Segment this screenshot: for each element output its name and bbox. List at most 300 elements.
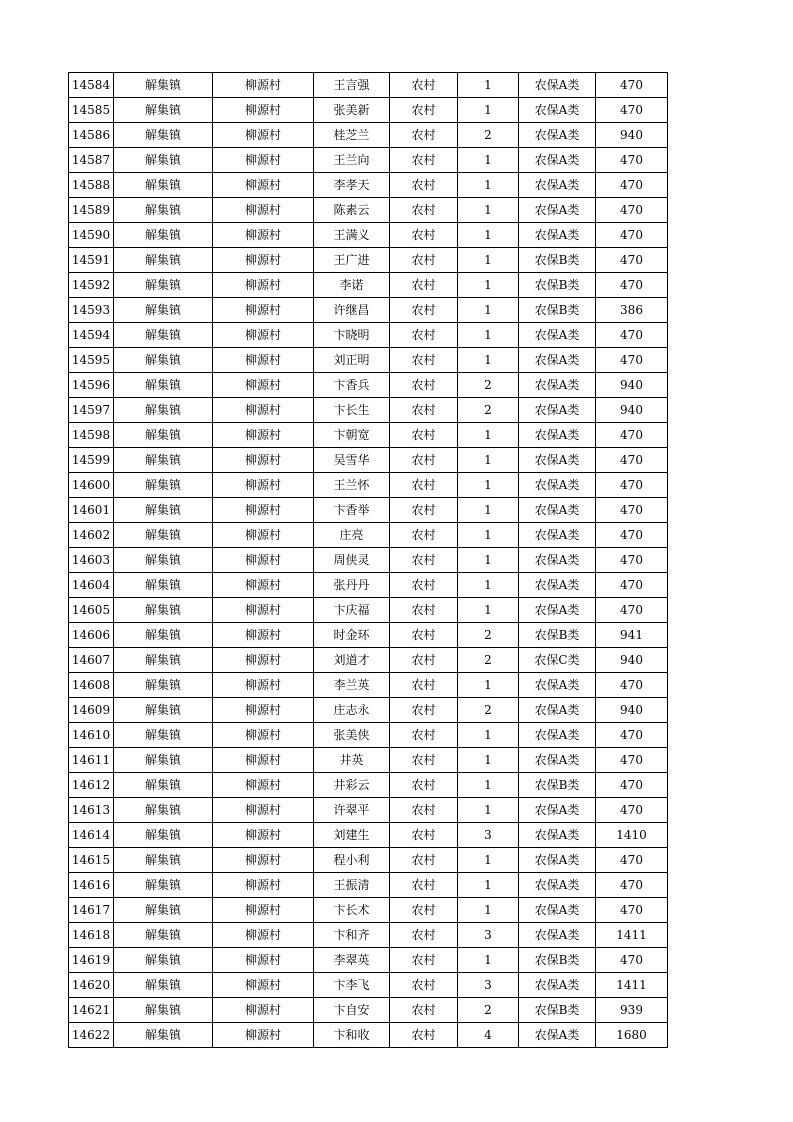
village-cell: 柳源村 [213,148,314,173]
count-cell: 2 [458,123,519,148]
village-cell: 柳源村 [213,998,314,1023]
id-cell: 14605 [69,598,114,623]
table-row [69,198,668,223]
town-cell: 解集镇 [114,648,213,673]
town-cell: 解集镇 [114,848,213,873]
area-cell: 农村 [390,198,458,223]
id-cell: 14585 [69,98,114,123]
name-cell: 许翠平 [314,798,390,823]
town-cell: 解集镇 [114,373,213,398]
name-cell: 刘建生 [314,823,390,848]
table-row [69,923,668,948]
id-cell: 14620 [69,973,114,998]
table-row [69,273,668,298]
town-cell: 解集镇 [114,523,213,548]
village-cell: 柳源村 [213,598,314,623]
count-cell: 1 [458,173,519,198]
category-cell: 农保B类 [519,998,596,1023]
area-cell: 农村 [390,273,458,298]
amount-cell: 940 [596,123,668,148]
category-cell: 农保A类 [519,448,596,473]
name-cell: 刘道才 [314,648,390,673]
table-row [69,173,668,198]
table-row [69,873,668,898]
amount-cell: 470 [596,148,668,173]
town-cell: 解集镇 [114,1023,213,1048]
count-cell: 1 [458,323,519,348]
area-cell: 农村 [390,823,458,848]
table-row [69,998,668,1023]
amount-cell: 939 [596,998,668,1023]
id-cell: 14587 [69,148,114,173]
town-cell: 解集镇 [114,673,213,698]
count-cell: 2 [458,998,519,1023]
table-row [69,573,668,598]
category-cell: 农保A类 [519,823,596,848]
id-cell: 14584 [69,73,114,98]
table-row [69,448,668,473]
name-cell: 刘正明 [314,348,390,373]
table-row [69,798,668,823]
name-cell: 庄志永 [314,698,390,723]
table-row [69,548,668,573]
count-cell: 1 [458,273,519,298]
area-cell: 农村 [390,648,458,673]
town-cell: 解集镇 [114,273,213,298]
name-cell: 王振清 [314,873,390,898]
name-cell: 程小利 [314,848,390,873]
name-cell: 卞朝宽 [314,423,390,448]
name-cell: 时金环 [314,623,390,648]
amount-cell: 940 [596,373,668,398]
name-cell: 李兰英 [314,673,390,698]
amount-cell: 940 [596,648,668,673]
table-row [69,848,668,873]
count-cell: 1 [458,148,519,173]
category-cell: 农保A类 [519,873,596,898]
amount-cell: 470 [596,598,668,623]
amount-cell: 470 [596,98,668,123]
id-cell: 14600 [69,473,114,498]
village-cell: 柳源村 [213,523,314,548]
village-cell: 柳源村 [213,448,314,473]
count-cell: 1 [458,473,519,498]
area-cell: 农村 [390,923,458,948]
name-cell: 王满义 [314,223,390,248]
name-cell: 张美新 [314,98,390,123]
table-row [69,748,668,773]
name-cell: 卞李飞 [314,973,390,998]
village-cell: 柳源村 [213,948,314,973]
town-cell: 解集镇 [114,98,213,123]
town-cell: 解集镇 [114,423,213,448]
count-cell: 4 [458,1023,519,1048]
id-cell: 14609 [69,698,114,723]
category-cell: 农保A类 [519,923,596,948]
id-cell: 14591 [69,248,114,273]
amount-cell: 470 [596,898,668,923]
area-cell: 农村 [390,123,458,148]
area-cell: 农村 [390,748,458,773]
area-cell: 农村 [390,848,458,873]
area-cell: 农村 [390,873,458,898]
name-cell: 张美侠 [314,723,390,748]
table-row [69,773,668,798]
village-cell: 柳源村 [213,273,314,298]
table-row [69,623,668,648]
town-cell: 解集镇 [114,723,213,748]
village-cell: 柳源村 [213,848,314,873]
records-table [68,72,668,1048]
area-cell: 农村 [390,348,458,373]
category-cell: 农保A类 [519,173,596,198]
village-cell: 柳源村 [213,323,314,348]
village-cell: 柳源村 [213,973,314,998]
area-cell: 农村 [390,1023,458,1048]
amount-cell: 1680 [596,1023,668,1048]
count-cell: 1 [458,948,519,973]
category-cell: 农保A类 [519,148,596,173]
category-cell: 农保A类 [519,523,596,548]
id-cell: 14588 [69,173,114,198]
category-cell: 农保B类 [519,623,596,648]
count-cell: 1 [458,98,519,123]
id-cell: 14607 [69,648,114,673]
id-cell: 14601 [69,498,114,523]
name-cell: 卞晓明 [314,323,390,348]
id-cell: 14595 [69,348,114,373]
village-cell: 柳源村 [213,248,314,273]
name-cell: 井英 [314,748,390,773]
table-row [69,323,668,348]
area-cell: 农村 [390,723,458,748]
town-cell: 解集镇 [114,898,213,923]
area-cell: 农村 [390,98,458,123]
name-cell: 许继昌 [314,298,390,323]
area-cell: 农村 [390,448,458,473]
area-cell: 农村 [390,173,458,198]
count-cell: 1 [458,798,519,823]
category-cell: 农保A类 [519,398,596,423]
category-cell: 农保A类 [519,348,596,373]
amount-cell: 470 [596,498,668,523]
table-row [69,823,668,848]
id-cell: 14608 [69,673,114,698]
table-row [69,423,668,448]
count-cell: 2 [458,648,519,673]
category-cell: 农保B类 [519,248,596,273]
category-cell: 农保A类 [519,223,596,248]
village-cell: 柳源村 [213,698,314,723]
id-cell: 14621 [69,998,114,1023]
town-cell: 解集镇 [114,698,213,723]
table-row [69,1023,668,1048]
amount-cell: 470 [596,773,668,798]
town-cell: 解集镇 [114,798,213,823]
village-cell: 柳源村 [213,748,314,773]
table-row [69,298,668,323]
count-cell: 1 [458,298,519,323]
village-cell: 柳源村 [213,723,314,748]
table-row [69,898,668,923]
amount-cell: 470 [596,798,668,823]
area-cell: 农村 [390,548,458,573]
village-cell: 柳源村 [213,423,314,448]
town-cell: 解集镇 [114,748,213,773]
count-cell: 2 [458,398,519,423]
village-cell: 柳源村 [213,223,314,248]
count-cell: 3 [458,823,519,848]
town-cell: 解集镇 [114,573,213,598]
table-row [69,123,668,148]
category-cell: 农保B类 [519,273,596,298]
count-cell: 1 [458,598,519,623]
category-cell: 农保A类 [519,198,596,223]
count-cell: 1 [458,673,519,698]
area-cell: 农村 [390,298,458,323]
area-cell: 农村 [390,623,458,648]
name-cell: 李孝天 [314,173,390,198]
amount-cell: 470 [596,948,668,973]
id-cell: 14598 [69,423,114,448]
count-cell: 1 [458,523,519,548]
area-cell: 农村 [390,773,458,798]
area-cell: 农村 [390,398,458,423]
id-cell: 14611 [69,748,114,773]
amount-cell: 470 [596,448,668,473]
town-cell: 解集镇 [114,623,213,648]
town-cell: 解集镇 [114,473,213,498]
id-cell: 14612 [69,773,114,798]
village-cell: 柳源村 [213,873,314,898]
id-cell: 14603 [69,548,114,573]
name-cell: 卞香举 [314,498,390,523]
town-cell: 解集镇 [114,223,213,248]
amount-cell: 470 [596,673,668,698]
area-cell: 农村 [390,498,458,523]
table-row [69,973,668,998]
id-cell: 14586 [69,123,114,148]
village-cell: 柳源村 [213,898,314,923]
area-cell: 农村 [390,998,458,1023]
name-cell: 王广进 [314,248,390,273]
name-cell: 卞庆福 [314,598,390,623]
amount-cell: 470 [596,173,668,198]
count-cell: 1 [458,873,519,898]
table-row [69,723,668,748]
village-cell: 柳源村 [213,823,314,848]
village-cell: 柳源村 [213,73,314,98]
amount-cell: 470 [596,723,668,748]
area-cell: 农村 [390,473,458,498]
amount-cell: 470 [596,248,668,273]
amount-cell: 470 [596,223,668,248]
id-cell: 14602 [69,523,114,548]
area-cell: 农村 [390,948,458,973]
category-cell: 农保A类 [519,323,596,348]
count-cell: 1 [458,348,519,373]
category-cell: 农保A类 [519,698,596,723]
id-cell: 14590 [69,223,114,248]
category-cell: 农保A类 [519,73,596,98]
amount-cell: 470 [596,523,668,548]
area-cell: 农村 [390,148,458,173]
amount-cell: 470 [596,573,668,598]
name-cell: 张丹丹 [314,573,390,598]
town-cell: 解集镇 [114,173,213,198]
id-cell: 14599 [69,448,114,473]
area-cell: 农村 [390,798,458,823]
village-cell: 柳源村 [213,1023,314,1048]
count-cell: 2 [458,623,519,648]
amount-cell: 470 [596,348,668,373]
name-cell: 陈素云 [314,198,390,223]
town-cell: 解集镇 [114,148,213,173]
village-cell: 柳源村 [213,773,314,798]
id-cell: 14589 [69,198,114,223]
village-cell: 柳源村 [213,98,314,123]
amount-cell: 470 [596,198,668,223]
amount-cell: 470 [596,73,668,98]
name-cell: 卞长生 [314,398,390,423]
town-cell: 解集镇 [114,598,213,623]
id-cell: 14616 [69,873,114,898]
category-cell: 农保A类 [519,548,596,573]
name-cell: 吴雪华 [314,448,390,473]
village-cell: 柳源村 [213,298,314,323]
category-cell: 农保A类 [519,973,596,998]
count-cell: 1 [458,423,519,448]
count-cell: 1 [458,448,519,473]
id-cell: 14604 [69,573,114,598]
id-cell: 14592 [69,273,114,298]
table-row [69,148,668,173]
name-cell: 卞和齐 [314,923,390,948]
area-cell: 农村 [390,523,458,548]
area-cell: 农村 [390,898,458,923]
amount-cell: 941 [596,623,668,648]
table-row [69,648,668,673]
amount-cell: 1411 [596,923,668,948]
id-cell: 14619 [69,948,114,973]
village-cell: 柳源村 [213,573,314,598]
town-cell: 解集镇 [114,123,213,148]
category-cell: 农保A类 [519,423,596,448]
area-cell: 农村 [390,73,458,98]
id-cell: 14593 [69,298,114,323]
category-cell: 农保A类 [519,573,596,598]
name-cell: 桂芝兰 [314,123,390,148]
table-row [69,98,668,123]
id-cell: 14615 [69,848,114,873]
count-cell: 1 [458,848,519,873]
category-cell: 农保A类 [519,748,596,773]
category-cell: 农保A类 [519,498,596,523]
count-cell: 1 [458,498,519,523]
id-cell: 14610 [69,723,114,748]
amount-cell: 386 [596,298,668,323]
village-cell: 柳源村 [213,923,314,948]
category-cell: 农保A类 [519,1023,596,1048]
category-cell: 农保A类 [519,123,596,148]
table-row [69,373,668,398]
area-cell: 农村 [390,698,458,723]
category-cell: 农保A类 [519,598,596,623]
id-cell: 14622 [69,1023,114,1048]
area-cell: 农村 [390,423,458,448]
area-cell: 农村 [390,673,458,698]
village-cell: 柳源村 [213,798,314,823]
table-row [69,473,668,498]
town-cell: 解集镇 [114,398,213,423]
village-cell: 柳源村 [213,673,314,698]
category-cell: 农保C类 [519,648,596,673]
count-cell: 3 [458,923,519,948]
area-cell: 农村 [390,598,458,623]
name-cell: 井彩云 [314,773,390,798]
category-cell: 农保A类 [519,898,596,923]
area-cell: 农村 [390,573,458,598]
amount-cell: 470 [596,323,668,348]
table-row [69,223,668,248]
name-cell: 王言强 [314,73,390,98]
count-cell: 1 [458,198,519,223]
name-cell: 卞和收 [314,1023,390,1048]
name-cell: 卞香兵 [314,373,390,398]
id-cell: 14613 [69,798,114,823]
table-row [69,498,668,523]
category-cell: 农保A类 [519,473,596,498]
count-cell: 1 [458,548,519,573]
town-cell: 解集镇 [114,73,213,98]
category-cell: 农保B类 [519,298,596,323]
count-cell: 1 [458,73,519,98]
name-cell: 卞长术 [314,898,390,923]
id-cell: 14618 [69,923,114,948]
town-cell: 解集镇 [114,973,213,998]
name-cell: 周侠灵 [314,548,390,573]
amount-cell: 470 [596,873,668,898]
amount-cell: 470 [596,548,668,573]
table-row [69,523,668,548]
town-cell: 解集镇 [114,498,213,523]
id-cell: 14606 [69,623,114,648]
count-cell: 1 [458,773,519,798]
name-cell: 李翠英 [314,948,390,973]
amount-cell: 470 [596,748,668,773]
table-row [69,73,668,98]
town-cell: 解集镇 [114,323,213,348]
table-row [69,248,668,273]
town-cell: 解集镇 [114,548,213,573]
count-cell: 2 [458,373,519,398]
count-cell: 1 [458,898,519,923]
amount-cell: 470 [596,473,668,498]
village-cell: 柳源村 [213,498,314,523]
area-cell: 农村 [390,323,458,348]
town-cell: 解集镇 [114,998,213,1023]
town-cell: 解集镇 [114,823,213,848]
village-cell: 柳源村 [213,198,314,223]
category-cell: 农保A类 [519,98,596,123]
town-cell: 解集镇 [114,298,213,323]
village-cell: 柳源村 [213,123,314,148]
amount-cell: 470 [596,423,668,448]
table-row [69,698,668,723]
town-cell: 解集镇 [114,873,213,898]
village-cell: 柳源村 [213,373,314,398]
category-cell: 农保B类 [519,948,596,973]
